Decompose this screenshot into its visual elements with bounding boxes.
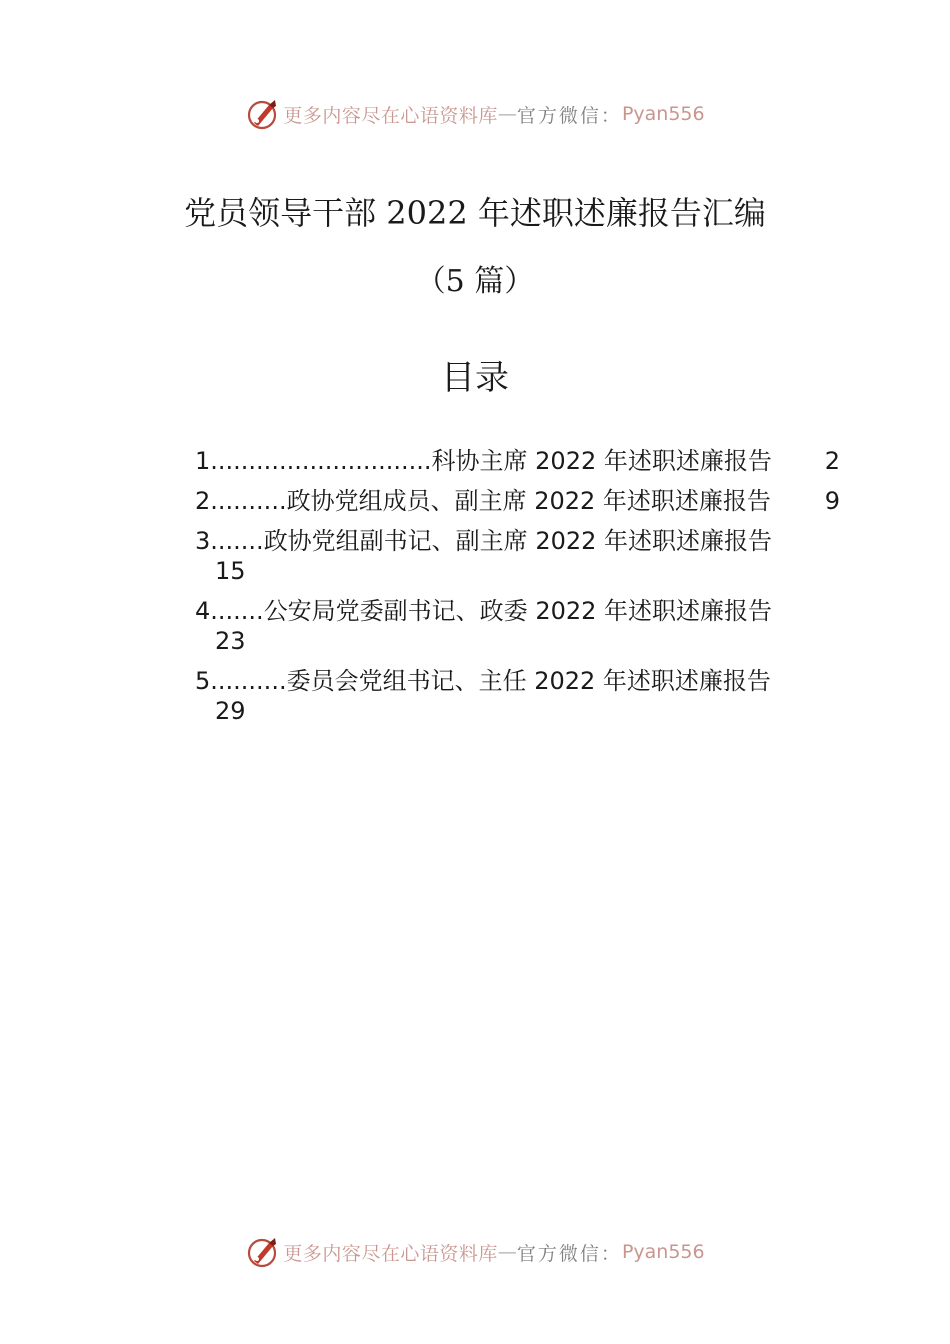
pen-nib-logo-icon xyxy=(245,1235,279,1269)
toc-item[interactable] xyxy=(195,486,840,516)
toc-page-number: 15 xyxy=(215,557,246,585)
footer-banner xyxy=(0,1234,950,1270)
header-text: 更多内容尽在心语资料库 xyxy=(283,104,498,127)
table-of-contents xyxy=(195,446,845,736)
toc-page-number: 2 xyxy=(824,447,840,475)
footer-wechat-id: Pyan556 xyxy=(621,1241,705,1263)
toc-entry-text: 5..........委员会党组书记、主任 2022 年述职述廉报告 xyxy=(195,667,771,695)
footer-wechat-label: 官方微信： xyxy=(516,1242,622,1265)
toc-item[interactable] xyxy=(195,526,845,586)
header-banner xyxy=(0,96,950,132)
pen-nib-logo-icon xyxy=(245,97,279,131)
toc-item[interactable] xyxy=(195,596,845,656)
header-separator: — xyxy=(497,103,517,125)
document-subtitle: （5 篇） xyxy=(415,264,535,299)
header-wechat-label: 官方微信： xyxy=(516,104,622,127)
toc-entry-text: 4.......公安局党委副书记、政委 2022 年述职述廉报告 xyxy=(195,597,773,625)
toc-entry-text: 1.............................科协主席 2022 年述职述廉报告 xyxy=(195,447,772,475)
document-title: 党员领导干部 2022 年述职述廉报告汇编 xyxy=(184,194,766,232)
footer-text: 更多内容尽在心语资料库 xyxy=(283,1242,498,1265)
toc-entry-text: 2..........政协党组成员、副主席 2022 年述职述廉报告 xyxy=(195,487,771,515)
toc-page-number: 9 xyxy=(824,487,840,515)
toc-heading: 目录 xyxy=(441,358,509,398)
footer-separator: — xyxy=(497,1241,517,1263)
toc-page-number: 23 xyxy=(215,627,246,655)
header-wechat-id: Pyan556 xyxy=(621,103,705,125)
toc-entry-text: 3.......政协党组副书记、副主席 2022 年述职述廉报告 xyxy=(195,527,773,555)
toc-page-number: 29 xyxy=(215,697,246,725)
toc-item[interactable] xyxy=(195,666,845,726)
toc-item[interactable] xyxy=(195,446,840,476)
